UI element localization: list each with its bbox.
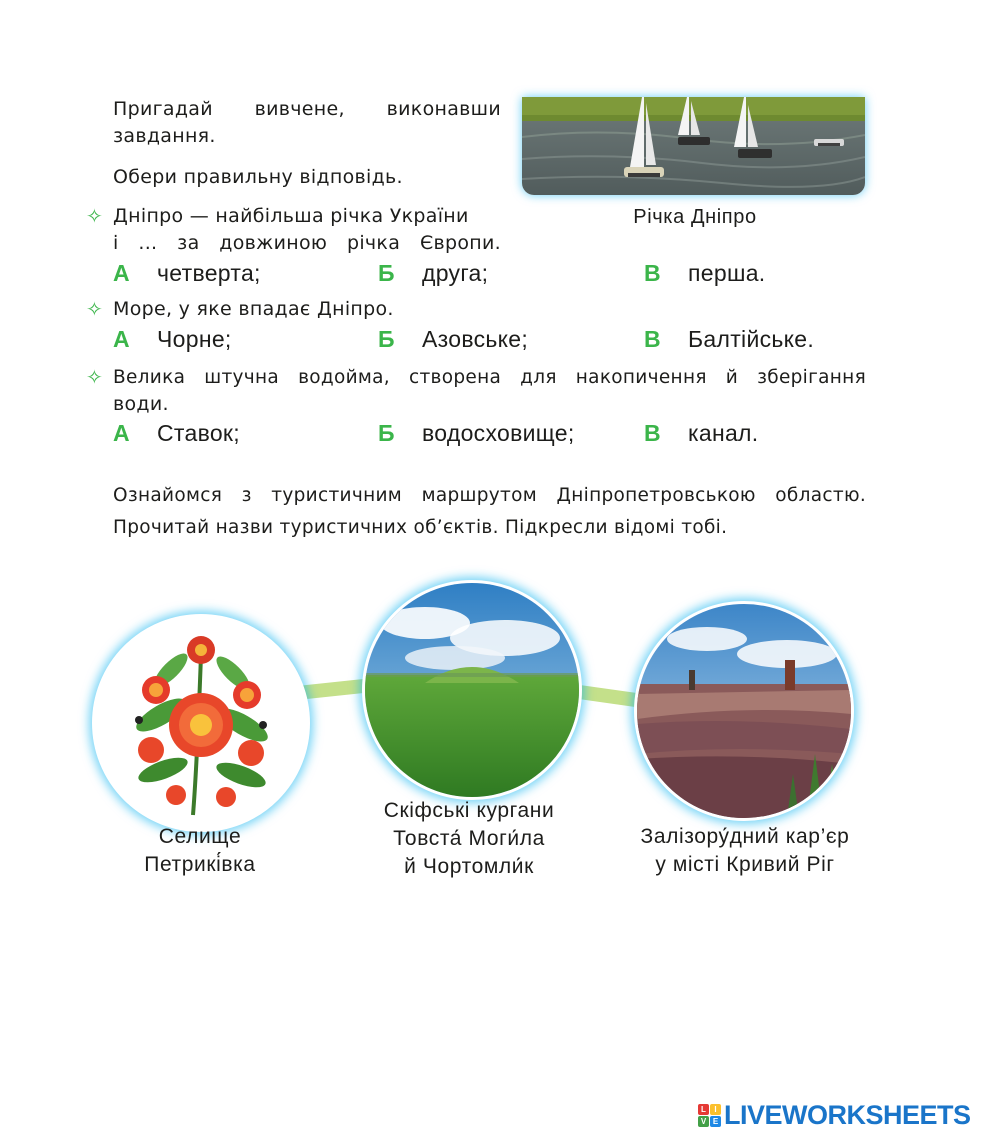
q1-option-c-letter: В xyxy=(644,260,661,286)
place-2-caption-line1: Скіфські кургани xyxy=(383,799,555,822)
place-3-caption-line2: у місті Кривий Ріг xyxy=(655,853,835,876)
place-2-caption-line3: й Чортомли́к xyxy=(404,855,534,878)
q2-option-a-letter: А xyxy=(113,326,130,352)
question-1-text-line2: і ... за довжиною річка Європи. xyxy=(113,232,501,254)
q3-option-b[interactable]: водосховище; xyxy=(422,420,575,446)
bullet-star-icon: ✧ xyxy=(86,297,103,321)
route-connector xyxy=(574,685,640,708)
q3-option-c-letter: В xyxy=(644,420,661,446)
bullet-star-icon: ✧ xyxy=(86,204,103,228)
place-3-caption-line1: Залізору́дний кар’єр xyxy=(640,825,850,848)
q1-option-b-letter: Б xyxy=(378,260,395,286)
question-1-text-line1: Дніпро — найбільша річка України xyxy=(113,205,469,227)
route-connector xyxy=(299,678,370,699)
q2-option-c[interactable]: Балтійське. xyxy=(688,326,815,352)
q1-option-c[interactable]: перша. xyxy=(688,260,766,286)
question-3-text-line1: Велика штучна водойма, створена для накопичення й зберігання xyxy=(113,367,866,388)
q2-option-b-letter: Б xyxy=(378,326,395,352)
route-instruction-line2: Прочитай назви туристичних об’єктів. Підкресли відомі тобі. xyxy=(113,517,728,538)
q1-option-b[interactable]: друга; xyxy=(422,260,489,286)
q1-option-a[interactable]: четверта; xyxy=(157,260,261,286)
petrykivka-painting-image xyxy=(92,614,310,832)
q3-option-c[interactable]: канал. xyxy=(688,420,759,446)
bullet-star-icon: ✧ xyxy=(86,365,103,389)
river-photo-caption: Річка Дніпро xyxy=(633,206,757,228)
iron-ore-quarry-image xyxy=(634,601,854,821)
question-3-text-line2: води. xyxy=(113,393,169,415)
logo-tiles-icon: L I V E xyxy=(698,1104,721,1127)
q1-option-a-letter: А xyxy=(113,260,130,286)
intro-instruction: Пригадай вивчене, виконавши завдання. xyxy=(113,98,501,147)
place-1-caption-line2: Петрикі́вка xyxy=(144,853,256,876)
choose-instruction: Обери правильну відповідь. xyxy=(113,166,403,188)
route-instruction-line1: Ознайомся з туристичним маршрутом Дніпропетровською областю. xyxy=(113,485,866,506)
q2-option-b[interactable]: Азовське; xyxy=(422,326,529,352)
liveworksheets-logo[interactable] xyxy=(698,1098,971,1132)
place-1-caption-line1: Селище xyxy=(158,825,242,848)
q3-option-a[interactable]: Ставок; xyxy=(157,420,240,446)
river-dnipro-photo xyxy=(522,97,865,195)
q3-option-b-letter: Б xyxy=(378,420,395,446)
question-2-text: Море, у яке впадає Дніпро. xyxy=(113,298,394,320)
logo-text: LIVEWORKSHEETS xyxy=(724,1099,971,1130)
q3-option-a-letter: А xyxy=(113,420,130,446)
q2-option-c-letter: В xyxy=(644,326,661,352)
kurgan-steppe-image xyxy=(362,580,582,800)
q2-option-a[interactable]: Чорне; xyxy=(157,326,232,352)
place-2-caption-line2: Товста́ Моги́ла xyxy=(393,827,545,850)
